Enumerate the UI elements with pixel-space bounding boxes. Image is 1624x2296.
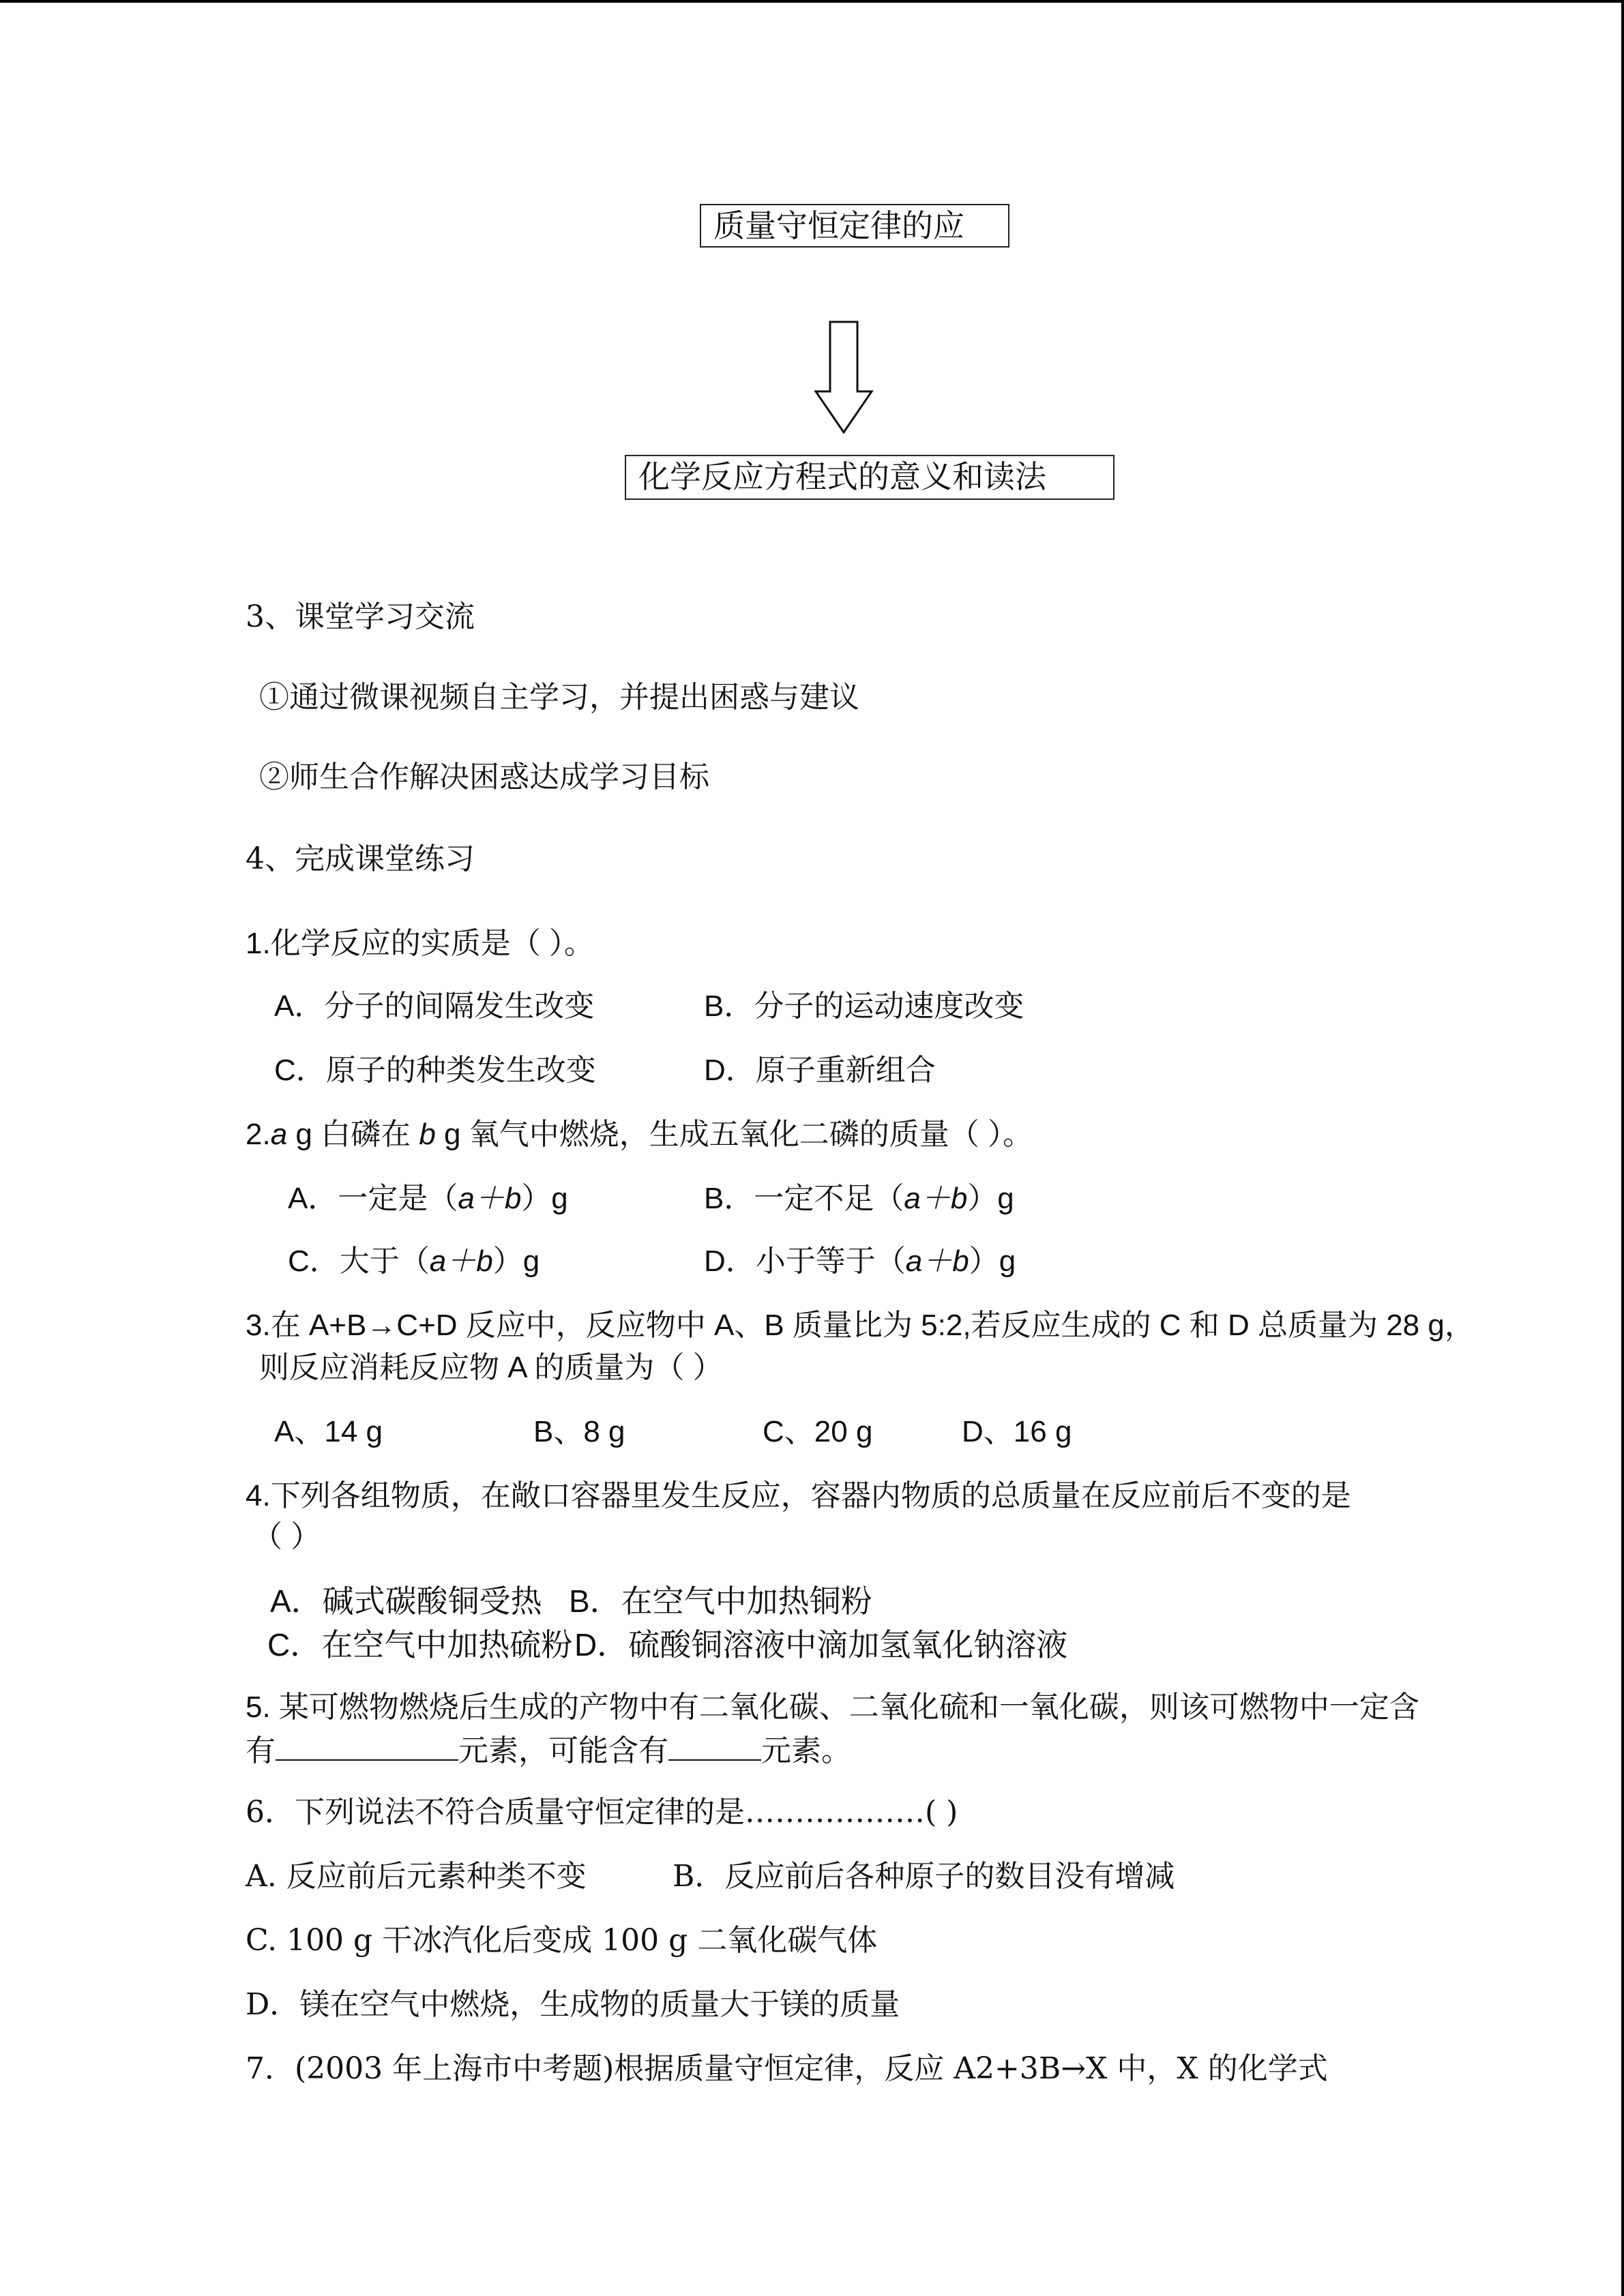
- q3-option-d: D、16 g: [962, 1415, 1072, 1448]
- q2-option-b-suffix: ）g: [967, 1182, 1014, 1215]
- down-arrow-icon: [813, 320, 874, 435]
- q5-line2-prefix: 有: [246, 1734, 276, 1768]
- q1-option-c: C．原子的种类发生改变: [274, 1054, 596, 1087]
- q4-option-a: A．碱式碳酸铜受热: [270, 1583, 542, 1619]
- flow-box-bottom: 化学反应方程式的意义和读法: [625, 455, 1114, 500]
- q4-option-d: D．硫酸铜溶液中滴加氢氧化钠溶液: [574, 1627, 1068, 1663]
- q4-option-c: C．在空气中加热硫粉: [267, 1627, 573, 1663]
- section3-item1: ①通过微课视频自主学习，并提出困惑与建议: [259, 680, 859, 715]
- flow-box-top: 质量守恒定律的应: [700, 204, 1009, 248]
- q6-option-c: C. 100 g 干冰汽化后变成 100 g 二氧化碳气体: [246, 1923, 878, 1958]
- q2-option-c-prefix: C．大于（: [288, 1244, 430, 1278]
- q1-option-b: B．分子的运动速度改变: [704, 989, 1024, 1023]
- q5-blank-possible[interactable]: [668, 1729, 761, 1761]
- q1-option-a: A．分子的间隔发生改变: [274, 989, 595, 1023]
- q3-option-a: A、14 g: [274, 1415, 383, 1448]
- q2-option-d-suffix: ）g: [969, 1244, 1016, 1278]
- q2-option-b-prefix: B．一定不足（: [704, 1182, 904, 1215]
- q2-option-c-suffix: ）g: [492, 1244, 540, 1278]
- q2-option-c: [288, 1241, 540, 1282]
- q2-option-c-expr: a＋b: [429, 1244, 493, 1278]
- q1-option-d: D．原子重新组合: [704, 1054, 936, 1087]
- q2-var-a: a: [270, 1118, 288, 1151]
- q6-option-d: D．镁在空气中燃烧，生成物的质量大于镁的质量: [246, 1987, 900, 2022]
- q5-line2: [246, 1729, 851, 1772]
- page-border-top: [0, 0, 1624, 3]
- page-border-right: [1621, 0, 1624, 2296]
- q5-line1: 5. 某可燃物燃烧后生成的产物中有二氧化碳、二氧化硫和一氧化碳，则该可燃物中一定含: [246, 1690, 1419, 1724]
- q2-option-a-expr: a＋b: [458, 1182, 522, 1215]
- q2-stem-mid2: g 氧气中燃烧，生成五氧化二磷的质量（ ）。: [435, 1118, 1033, 1151]
- q2-stem: [246, 1114, 1033, 1155]
- q2-option-a: [288, 1178, 568, 1219]
- q5-line2-middle: 元素，可能含有: [458, 1734, 668, 1768]
- q1-stem: 1.化学反应的实质是（ ）。: [246, 927, 594, 960]
- q2-option-b: [704, 1178, 1014, 1219]
- q7-stem: 7．(2003 年上海市中考题)根据质量守恒定律，反应 A2+3B→X 中，X 的化学式: [246, 2051, 1328, 2086]
- q2-stem-num: 2.: [246, 1118, 271, 1151]
- q3-option-b: B、8 g: [533, 1415, 625, 1448]
- q2-option-d: [704, 1241, 1016, 1282]
- section3-heading: 3、课堂学习交流: [246, 599, 475, 634]
- q2-option-a-suffix: ）g: [521, 1182, 568, 1215]
- q4-line1: 4.下列各组物质，在敞口容器里发生反应，容器内物质的总质量在反应前后不变的是: [246, 1479, 1351, 1512]
- q6-stem: 6．下列说法不符合质量守恒定律的是………………( ): [246, 1795, 958, 1830]
- q3-option-c: C、20 g: [763, 1415, 873, 1448]
- q6-option-b: B．反应前后各种原子的数目没有增减: [673, 1859, 1175, 1894]
- q2-stem-mid1: g 白磷在: [287, 1118, 419, 1151]
- q4-option-b: B．在空气中加热铜粉: [569, 1583, 872, 1619]
- q4-line2: （ ）: [252, 1520, 321, 1553]
- q2-option-a-prefix: A．一定是（: [288, 1182, 458, 1215]
- q5-blank-certain[interactable]: [276, 1729, 458, 1761]
- q2-var-b: b: [419, 1118, 436, 1151]
- q2-option-d-expr: a＋b: [905, 1244, 969, 1278]
- section4-heading: 4、完成课堂练习: [246, 841, 475, 876]
- q5-line2-suffix: 元素。: [761, 1734, 851, 1768]
- q6-option-a: A. 反应前后元素种类不变: [246, 1859, 587, 1894]
- q2-option-d-prefix: D．小于等于（: [704, 1244, 906, 1278]
- q3-line2: 则反应消耗反应物 A 的质量为（ ）: [259, 1351, 723, 1384]
- q2-option-b-expr: a＋b: [904, 1182, 968, 1215]
- q3-line1: 3.在 A+B→C+D 反应中，反应物中 A、B 质量比为 5:2,若反应生成的 C 和 D 总质量为 28 g，: [246, 1309, 1475, 1342]
- section3-item2: ②师生合作解决困惑达成学习目标: [259, 760, 709, 794]
